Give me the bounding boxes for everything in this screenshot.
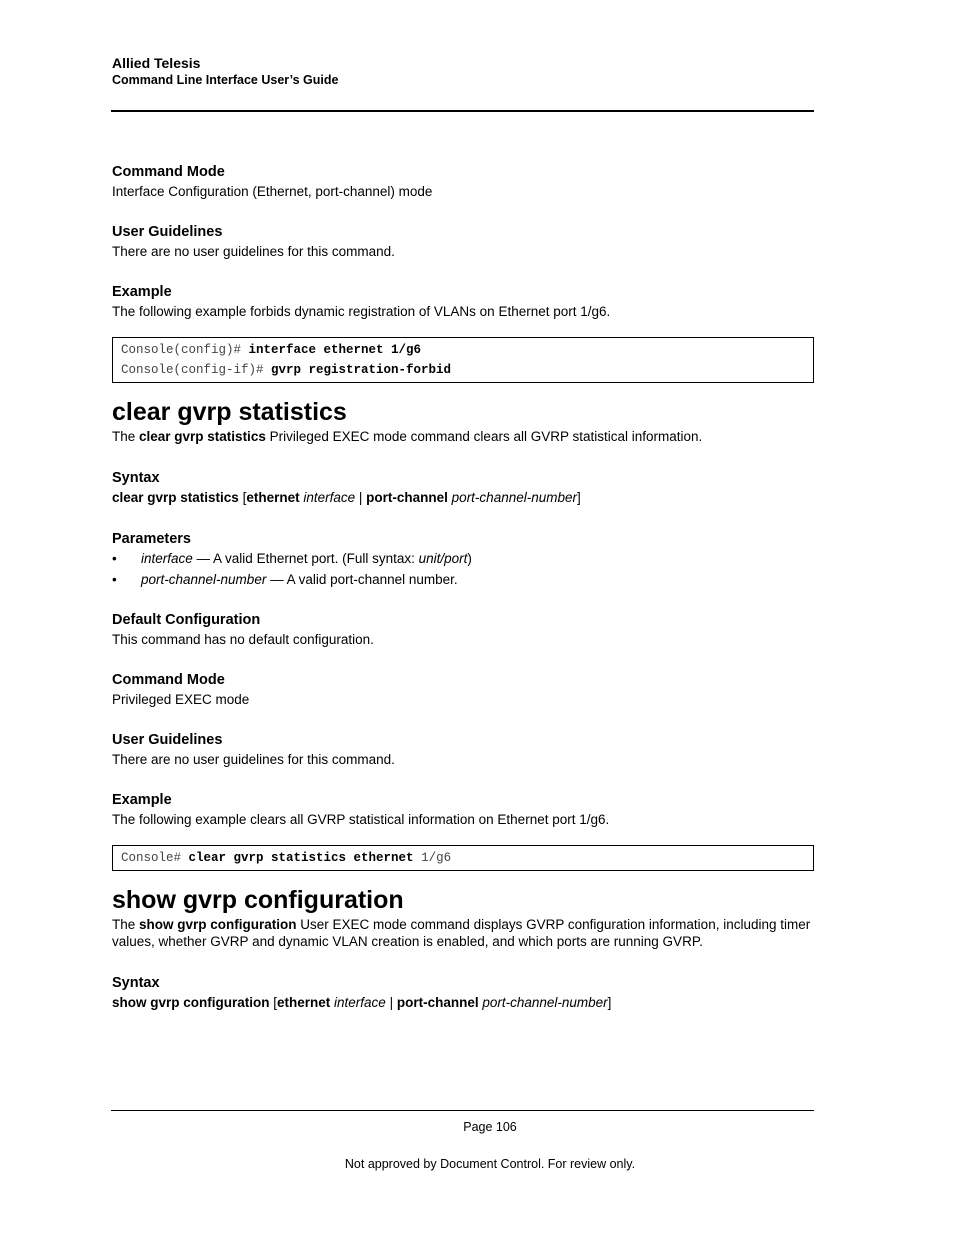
command-mode-text: Interface Configuration (Ethernet, port-channel) mode xyxy=(112,184,433,199)
parameter-item xyxy=(112,571,814,588)
code-prompt: Console# xyxy=(121,851,189,865)
syntax-separator: | xyxy=(355,490,367,505)
header-guide-title: Command Line Interface User’s Guide xyxy=(112,73,339,87)
parameter-desc: — A valid port-channel number. xyxy=(266,572,458,587)
code-command: interface ethernet 1/g6 xyxy=(248,343,422,357)
syntax-keyword: port-channel xyxy=(366,490,448,505)
code-prompt: Console(config)# xyxy=(121,343,249,357)
code-command: clear gvrp statistics ethernet xyxy=(188,851,414,865)
syntax-keyword: ethernet xyxy=(277,995,331,1010)
command-title: clear gvrp statistics xyxy=(112,398,347,426)
syntax-bracket: ] xyxy=(577,490,581,505)
parameters-list xyxy=(112,550,814,588)
command-mode-heading: Command Mode xyxy=(112,672,225,688)
desc-text: User EXEC mode command displays GVRP configuration information, including timer values, whether GVRP and dynamic VLAN creation is enabled, and which ports are running GVRP. xyxy=(112,917,811,949)
example-heading: Example xyxy=(112,792,172,808)
code-line xyxy=(121,848,805,868)
default-configuration-text: This command has no default configuration. xyxy=(112,632,374,647)
user-guidelines-text: There are no user guidelines for this command. xyxy=(112,244,395,259)
code-command: gvrp registration-forbid xyxy=(271,363,452,377)
user-guidelines-heading: User Guidelines xyxy=(112,732,223,748)
code-example-box xyxy=(112,845,814,871)
header-divider xyxy=(111,110,814,112)
command-mode-heading: Command Mode xyxy=(112,164,225,180)
code-prompt: Console(config-if)# xyxy=(121,363,272,377)
bullet-icon: • xyxy=(112,551,117,566)
code-line xyxy=(121,340,805,360)
syntax-argument: interface xyxy=(330,995,386,1010)
example-text: The following example forbids dynamic registration of VLANs on Ethernet port 1/g6. xyxy=(112,304,611,319)
page-number: Page 106 xyxy=(463,1120,517,1134)
desc-command: clear gvrp statistics xyxy=(139,429,266,444)
bullet-icon: • xyxy=(112,572,117,587)
parameter-desc-end: ) xyxy=(467,551,472,566)
syntax-bracket: [ xyxy=(238,490,247,505)
desc-command: show gvrp configuration xyxy=(139,917,297,932)
command-mode-text: Privileged EXEC mode xyxy=(112,692,250,707)
syntax-bracket: [ xyxy=(269,995,278,1010)
syntax-heading: Syntax xyxy=(112,975,160,991)
code-example-box xyxy=(112,337,814,383)
parameter-item xyxy=(112,550,814,567)
parameter-desc: — A valid Ethernet port. (Full syntax: xyxy=(192,551,419,566)
parameter-name: interface xyxy=(141,551,193,566)
syntax-command: clear gvrp statistics xyxy=(112,490,239,505)
command-description xyxy=(112,916,814,950)
command-description xyxy=(112,428,814,445)
syntax-line xyxy=(112,994,814,1011)
desc-text: Privileged EXEC mode command clears all GVRP statistical information. xyxy=(265,429,703,444)
syntax-separator: | xyxy=(385,995,397,1010)
command-title: show gvrp configuration xyxy=(112,886,404,914)
default-configuration-heading: Default Configuration xyxy=(112,612,261,628)
desc-text: The xyxy=(112,429,140,444)
footer-divider xyxy=(111,1110,814,1111)
syntax-heading: Syntax xyxy=(112,470,160,486)
example-heading: Example xyxy=(112,284,172,300)
parameter-name: port-channel-number xyxy=(141,572,267,587)
parameters-heading: Parameters xyxy=(112,531,191,547)
page-header xyxy=(112,55,814,89)
example-text: The following example clears all GVRP statistical information on Ethernet port 1/g6. xyxy=(112,812,610,827)
syntax-argument: interface xyxy=(299,490,356,505)
code-argument: 1/g6 xyxy=(413,851,452,865)
user-guidelines-heading: User Guidelines xyxy=(112,224,223,240)
syntax-keyword: ethernet xyxy=(246,490,300,505)
parameter-format: unit/port xyxy=(418,551,468,566)
code-line xyxy=(121,360,805,380)
review-notice: Not approved by Document Control. For review only. xyxy=(344,1157,636,1171)
header-company: Allied Telesis xyxy=(112,55,201,71)
syntax-bracket: ] xyxy=(607,995,612,1010)
page-content xyxy=(112,163,814,1011)
user-guidelines-text: There are no user guidelines for this command. xyxy=(112,752,395,767)
syntax-argument: port-channel-number xyxy=(447,490,577,505)
syntax-keyword: port-channel xyxy=(396,995,479,1010)
syntax-argument: port-channel-number xyxy=(478,995,608,1010)
syntax-line xyxy=(112,489,814,506)
syntax-command: show gvrp configuration xyxy=(112,995,270,1010)
desc-text: The xyxy=(112,917,140,932)
